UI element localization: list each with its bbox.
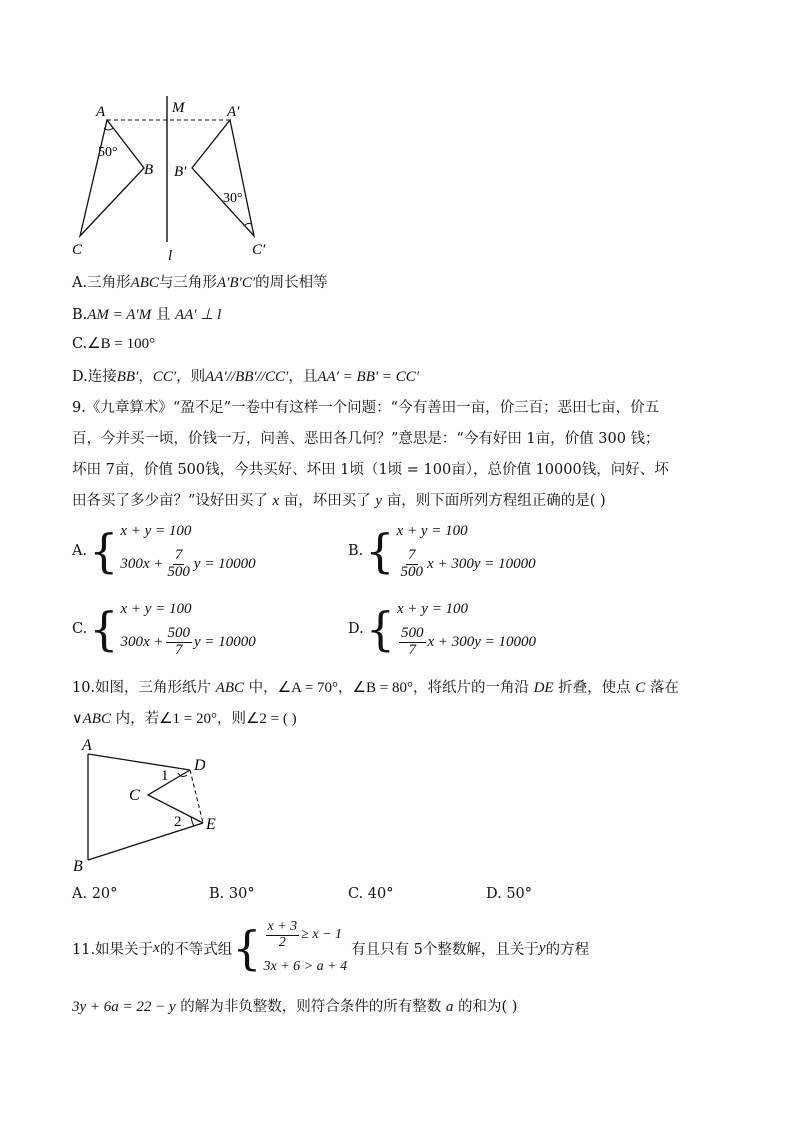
q8-a-mid: 与三角形: [158, 275, 217, 291]
den: 500: [400, 563, 424, 580]
q9-line-3: 坏田 7亩，价值 500钱，今共买好、坏田 1顷（1顷 = 100亩），总价值 10000钱，问好、坏: [72, 462, 669, 478]
triangle-a-prime-b-prime-c-prime: [192, 120, 254, 236]
num: 7: [174, 546, 183, 563]
q10-l1-e: 折叠，使点: [553, 680, 636, 696]
q11-line-1: [72, 916, 589, 980]
den: 500: [167, 563, 190, 580]
q11-end: 的和为( ): [453, 999, 518, 1015]
label-a-prime: A′: [227, 104, 240, 120]
q11-mid: 的不等式组: [159, 941, 233, 958]
label-a: A: [96, 104, 106, 120]
q11-frac: [266, 920, 300, 950]
q11-after: 有且只有 5个整数解，且关于: [351, 941, 539, 958]
num: 7: [408, 546, 416, 563]
q9-d-label: D.: [348, 621, 364, 637]
q9-l4-a: 田各买了多少亩？”设好田买了: [72, 493, 273, 509]
q10-l2-b: 内，若: [110, 711, 160, 727]
q10-option-d[interactable]: D. 50°: [486, 886, 533, 902]
q10-l1-C: C: [635, 680, 646, 696]
reflection-figure: [60, 90, 290, 265]
q11-line-2: [72, 995, 517, 1016]
q8-d-prefix: D.连接: [72, 369, 117, 385]
label-c-prime: C′: [252, 242, 266, 258]
q10-line-1: [72, 676, 679, 697]
q9-l4-b: 亩，坏田买了: [279, 493, 376, 509]
q9-l4-y: y: [375, 493, 383, 509]
label-b-prime: B′: [174, 164, 187, 180]
q10-option-b[interactable]: B. 30°: [209, 886, 255, 902]
angle-c-prime-value: 30°: [223, 191, 243, 206]
q8-d-and: ，且: [288, 369, 318, 385]
q8-option-d[interactable]: [72, 365, 419, 386]
q8-b-eq: AM = A′M: [87, 307, 152, 323]
edge-b-e: [88, 823, 203, 860]
num: x + 3: [267, 918, 298, 934]
q9-c-eq1: x + y = 100: [120, 600, 192, 617]
den: 7: [175, 641, 183, 658]
q9-c-eq2-pre: 300x +: [120, 633, 164, 650]
q10-l1-angB: ∠B = 80°: [352, 680, 413, 696]
q11-y: y: [538, 939, 546, 956]
q9-a-eq2-post: y = 10000: [193, 555, 256, 572]
q9-option-d[interactable]: [348, 596, 536, 662]
q9-a-label: A.: [72, 543, 88, 559]
q10-l1-a: 10.如图，三角形纸片: [72, 680, 216, 696]
q8-c-expr: ∠B = 100°: [87, 336, 156, 352]
q9-c-frac: [166, 626, 193, 659]
q11-a: a: [445, 999, 454, 1015]
q10-line-2: [72, 707, 297, 728]
q8-b-perp: AA′ ⊥ l: [174, 307, 222, 323]
q9-option-c[interactable]: [72, 596, 256, 662]
q8-b-prefix: B.: [72, 307, 88, 323]
q9-option-b[interactable]: [348, 518, 536, 584]
q8-b-mid: 且: [151, 307, 175, 323]
q10-l2-a: ∨: [72, 711, 83, 727]
q9-line-4: [72, 489, 606, 510]
brace: {: [232, 921, 262, 975]
q8-option-b[interactable]: [72, 303, 221, 324]
q10-l1-angA: ∠A = 70°: [277, 680, 339, 696]
q11-eq: 3y + 6a = 22 − y: [72, 999, 176, 1015]
label-e: E: [206, 816, 216, 833]
q8-option-c[interactable]: [72, 334, 155, 353]
q9-a-frac: [165, 548, 192, 581]
q8-a-prefix: A.三角形: [72, 275, 131, 291]
label-2: 2: [174, 814, 182, 830]
q11-ineq2: 3x + 6 > a + 4: [263, 959, 348, 974]
q8-d-s2: CC′: [152, 369, 177, 385]
q10-l1-f: 落在: [645, 680, 679, 696]
q10-option-a[interactable]: A. 20°: [72, 886, 118, 902]
brace: {: [365, 524, 395, 578]
brace: {: [365, 602, 395, 656]
q11-ineq1-rest: ≥ x − 1: [301, 927, 343, 942]
q8-d-mid: ，则: [176, 369, 206, 385]
q10-l2-ang2: ∠2 = ( ): [245, 711, 297, 727]
q9-line-2: 百，今并买一顷，价钱一万，问善、恶田各几何？”意思是：“今有好田 1亩，价值 300 钱；: [72, 431, 660, 447]
q8-option-a[interactable]: [72, 271, 328, 292]
q10-l1-abc: ABC: [215, 680, 245, 696]
q9-a-eq2-pre: 300x +: [120, 555, 164, 572]
q10-l1-c: ，: [338, 680, 353, 696]
q9-d-eq2-post: x + 300y = 10000: [427, 633, 537, 650]
label-d: D: [194, 757, 206, 774]
q8-d-s1: BB′: [116, 369, 139, 385]
num: 500: [401, 624, 424, 641]
label-b: B: [73, 858, 83, 875]
q11-x: x: [153, 939, 160, 956]
label-c: C: [72, 242, 83, 258]
q10-l2-c: ，则: [216, 711, 246, 727]
q9-b-frac: [399, 548, 426, 581]
edge-a-d: [88, 754, 190, 770]
fold-figure: [70, 735, 230, 875]
q11-rest: 的解为非负整数，则符合条件的所有整数: [175, 999, 446, 1015]
q8-c-prefix: C.: [72, 336, 88, 352]
q10-l2-ang1: ∠1 = 20°: [159, 711, 217, 727]
q9-l4-x: x: [272, 493, 280, 509]
label-m: M: [172, 100, 185, 116]
q8-a-t2: A′B′C′: [216, 275, 256, 291]
q9-b-eq1: x + y = 100: [396, 522, 468, 539]
den: 7: [408, 641, 416, 658]
q10-option-c[interactable]: C. 40°: [348, 886, 394, 902]
q9-line-1: 9.《九章算术》“盈不足”一卷中有这样一个问题：“今有善田一亩，价三百；恶田七亩，价五: [72, 400, 660, 416]
num: 500: [167, 624, 190, 641]
q10-l1-de: DE: [533, 680, 554, 696]
q8-d-eq: AA′ = BB′ = CC′: [317, 369, 420, 385]
q8-a-t1: ABC: [130, 275, 159, 291]
label-l: l: [168, 248, 173, 264]
q9-d-eq1: x + y = 100: [397, 600, 469, 617]
den: 2: [278, 934, 286, 950]
q8-d-par: AA′//BB′//CC′: [205, 369, 289, 385]
q9-a-eq1: x + y = 100: [120, 522, 192, 539]
q11-after2: 的方程: [545, 941, 590, 958]
q9-l4-c: 亩，则下面所列方程组正确的是( ): [382, 493, 606, 509]
label-a: A: [82, 737, 92, 754]
q9-d-frac: [399, 626, 426, 659]
triangle-abc: [80, 120, 144, 236]
label-b: B: [144, 162, 154, 178]
angle-arc-c-prime: [244, 223, 251, 226]
brace: {: [89, 602, 119, 656]
q10-l1-b: 中，: [244, 680, 278, 696]
q9-b-eq2-post: x + 300y = 10000: [427, 555, 536, 572]
q11-prefix: 11.如果关于: [72, 941, 154, 958]
q9-c-label: C.: [72, 621, 88, 637]
q10-l2-abc: ABC: [82, 711, 111, 727]
q8-d-sep1: ，: [138, 369, 153, 385]
q9-b-label: B.: [348, 543, 364, 559]
q8-a-suffix: 的周长相等: [255, 275, 328, 291]
q9-option-a[interactable]: [72, 518, 256, 584]
brace: {: [89, 524, 119, 578]
fold-line-de: [190, 770, 203, 823]
angle-a-value: 50°: [98, 145, 118, 160]
label-c: C: [129, 787, 140, 804]
q10-l1-d: ，将纸片的一角沿: [412, 680, 534, 696]
label-1: 1: [161, 768, 169, 784]
q9-c-eq2-post: y = 10000: [194, 633, 256, 650]
